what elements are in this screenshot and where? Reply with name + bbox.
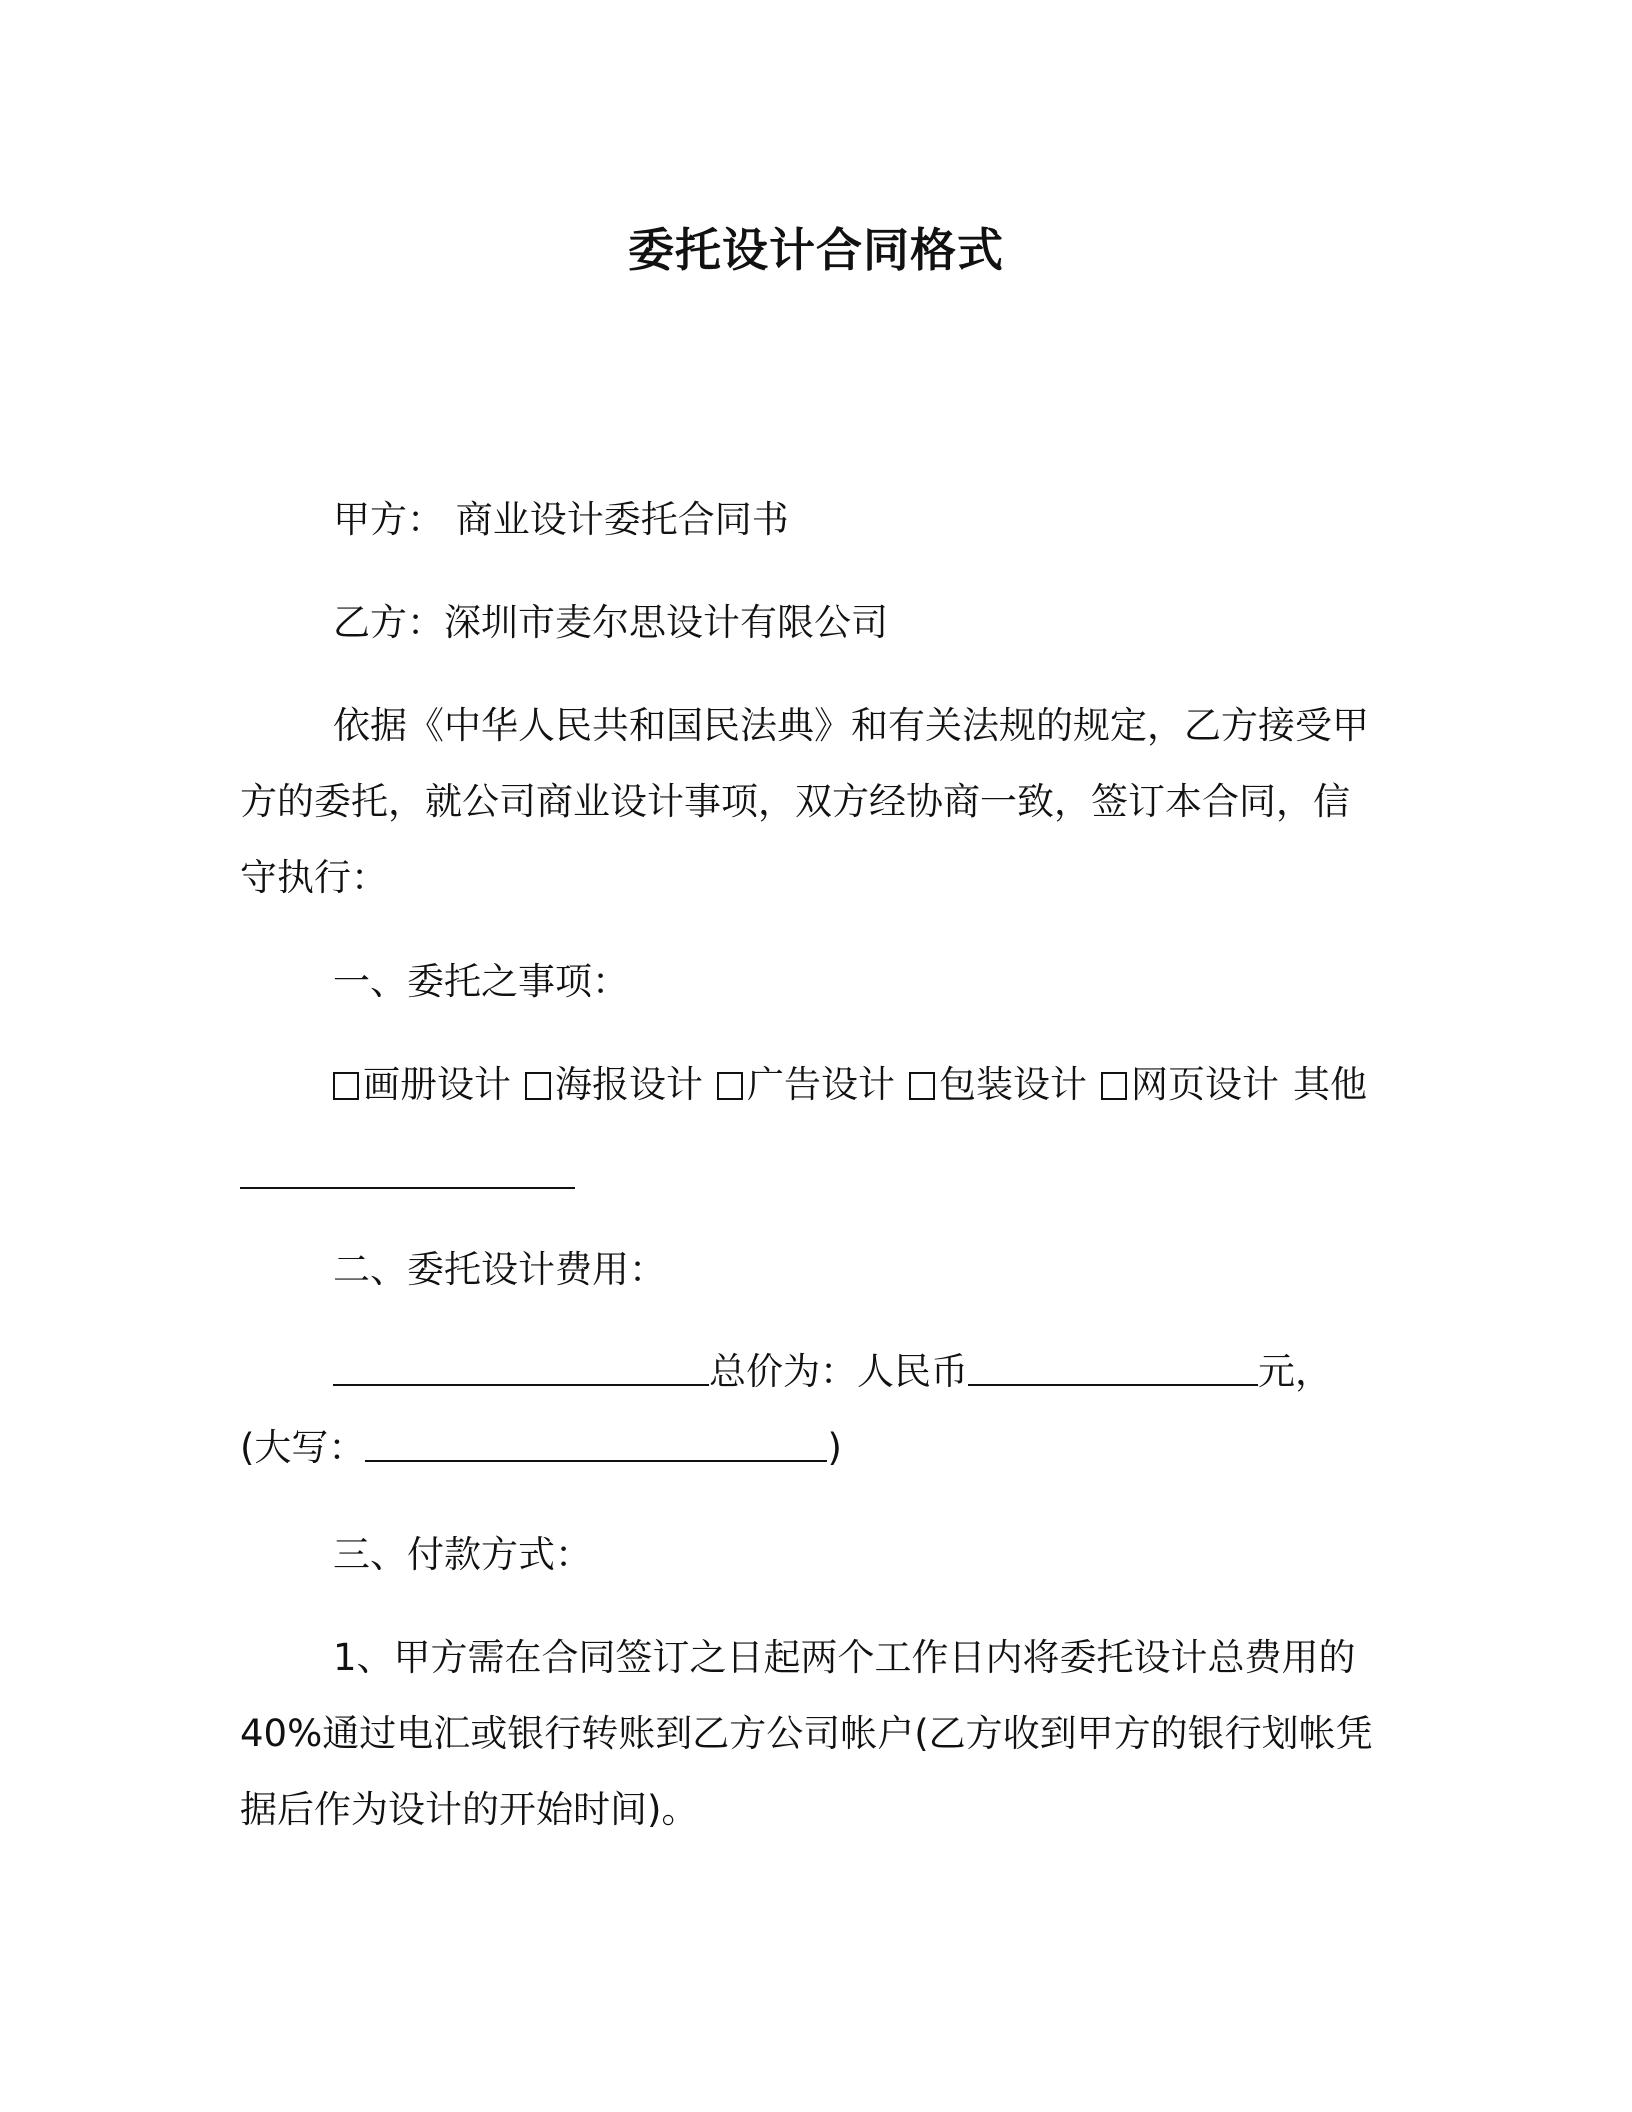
- section-1-heading: 一、委托之事项：: [333, 960, 629, 1003]
- option-label: 海报设计: [555, 1063, 703, 1106]
- capital-close-label: ): [827, 1426, 842, 1469]
- option-label: 画册设计: [363, 1063, 511, 1106]
- option-label: 网页设计: [1131, 1063, 1279, 1106]
- option-brochure: [333, 1063, 511, 1106]
- capital-amount-line: [0, 1423, 1632, 1473]
- fee-description-blank[interactable]: [333, 1348, 709, 1386]
- checkbox-icon[interactable]: [717, 1072, 743, 1100]
- payment-item-1-line-3: 据后作为设计的开始时间)。: [240, 1788, 699, 1831]
- intro-line-2: 方的委托，就公司商业设计事项，双方经协商一致，签订本合同，信: [240, 780, 1350, 823]
- option-other-label: 其他: [1293, 1063, 1367, 1106]
- option-advertising: [717, 1063, 895, 1106]
- unit-label: 元，: [1258, 1350, 1332, 1393]
- capital-amount-blank[interactable]: [365, 1424, 827, 1462]
- option-poster: [525, 1063, 703, 1106]
- option-label: 广告设计: [747, 1063, 895, 1106]
- party-b-line: 乙方：深圳市麦尔思设计有限公司: [333, 601, 888, 644]
- amount-blank[interactable]: [968, 1348, 1258, 1386]
- other-blank-line: [0, 1150, 1632, 1200]
- intro-line-3: 守执行：: [240, 856, 388, 899]
- option-webpage: [1101, 1063, 1279, 1106]
- document-title: 委托设计合同格式: [628, 223, 1004, 277]
- checkbox-icon[interactable]: [1101, 1072, 1127, 1100]
- option-label: 包装设计: [939, 1063, 1087, 1106]
- section-3-heading: 三、付款方式：: [333, 1533, 592, 1576]
- checkbox-icon[interactable]: [909, 1072, 935, 1100]
- design-options: [0, 1060, 1632, 1110]
- payment-item-1-line-1: 1、甲方需在合同签订之日起两个工作日内将委托设计总费用的: [333, 1636, 1356, 1679]
- capital-open-label: (大写：: [240, 1426, 366, 1469]
- checkbox-icon[interactable]: [525, 1072, 551, 1100]
- intro-line-1: 依据《中华人民共和国民法典》和有关法规的规定，乙方接受甲: [333, 704, 1369, 747]
- total-label: 总价为：人民币: [709, 1350, 968, 1393]
- fee-line: [0, 1347, 1632, 1397]
- party-a-line: 甲方： 商业设计委托合同书: [333, 498, 789, 541]
- payment-item-1-line-2: 40%通过电汇或银行转账到乙方公司帐户(乙方收到甲方的银行划帐凭: [240, 1712, 1373, 1755]
- other-blank[interactable]: [240, 1151, 575, 1189]
- checkbox-icon[interactable]: [333, 1072, 359, 1100]
- section-2-heading: 二、委托设计费用：: [333, 1248, 666, 1291]
- option-packaging: [909, 1063, 1087, 1106]
